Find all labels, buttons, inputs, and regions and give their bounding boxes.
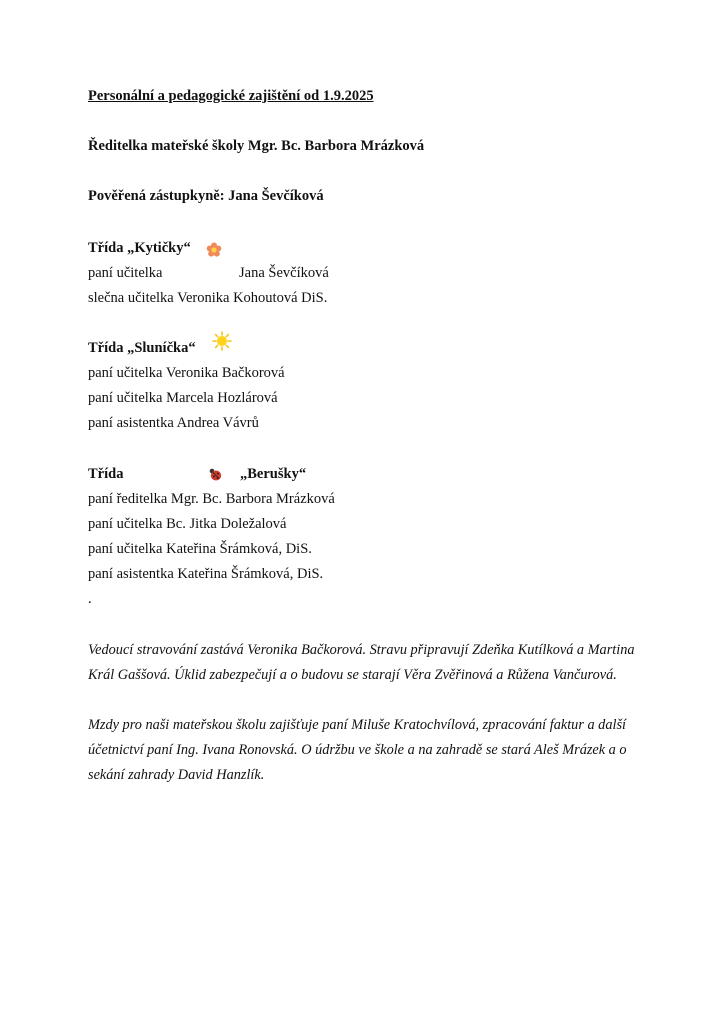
staff-line: paní učitelka Marcela Hozlárová bbox=[88, 390, 278, 406]
sun-icon bbox=[212, 331, 232, 351]
staff-line: paní asistentka Kateřina Šrámková, DiS. bbox=[88, 566, 324, 582]
trailing-mark: . bbox=[88, 591, 92, 607]
ladybug-icon bbox=[207, 466, 223, 482]
staff-line: paní učitelka Veronika Bačkorová bbox=[88, 365, 285, 381]
class-heading-slunicka: Třída „Sluníčka“ bbox=[88, 340, 196, 356]
staff-line: paní asistentka Andrea Vávrů bbox=[88, 415, 259, 431]
staff-line: paní učitelka Kateřina Šrámková, DiS. bbox=[88, 541, 312, 557]
staff-line: paní ředitelka Mgr. Bc. Barbora Mrázková bbox=[88, 491, 335, 507]
director-line: Ředitelka mateřské školy Mgr. Bc. Barbora Mrázková bbox=[88, 138, 425, 154]
staff-role: paní učitelka bbox=[88, 265, 163, 281]
footer-paragraph-administration: Mzdy pro naši mateřskou školu zajišťuje paní Miluše Kratochvílová, zpracování faktur a další účetnictví paní Ing. Ivana Ronovská. O údržbu ve škole a na zahradě se stará Aleš Mrázek a o sekání zahrady David Hanzlík. bbox=[88, 717, 627, 783]
class-heading-berusky-prefix: Třída bbox=[88, 466, 124, 482]
flower-icon bbox=[206, 242, 222, 258]
footer-paragraph-catering: Vedoucí stravování zastává Veronika Bačkorová. Stravu připravují Zdeňka Kutílková a Martina Král Gaššová. Úklid zabezpečují a o budovu se starají Věra Zvěřinová a Růžena Vančurová. bbox=[88, 642, 635, 683]
staff-line bbox=[88, 264, 329, 282]
deputy-line: Pověřená zástupkyně: Jana Ševčíková bbox=[88, 188, 324, 204]
class-heading-kyticky: Třída „Kytičky“ bbox=[88, 240, 191, 256]
staff-name: Jana Ševčíková bbox=[239, 265, 329, 281]
staff-line: slečna učitelka Veronika Kohoutová DiS. bbox=[88, 290, 328, 306]
class-heading-berusky-name: „Berušky“ bbox=[240, 466, 307, 482]
staff-line: paní učitelka Bc. Jitka Doležalová bbox=[88, 516, 287, 532]
document-title: Personální a pedagogické zajištění od 1.9.2025 bbox=[88, 88, 374, 104]
